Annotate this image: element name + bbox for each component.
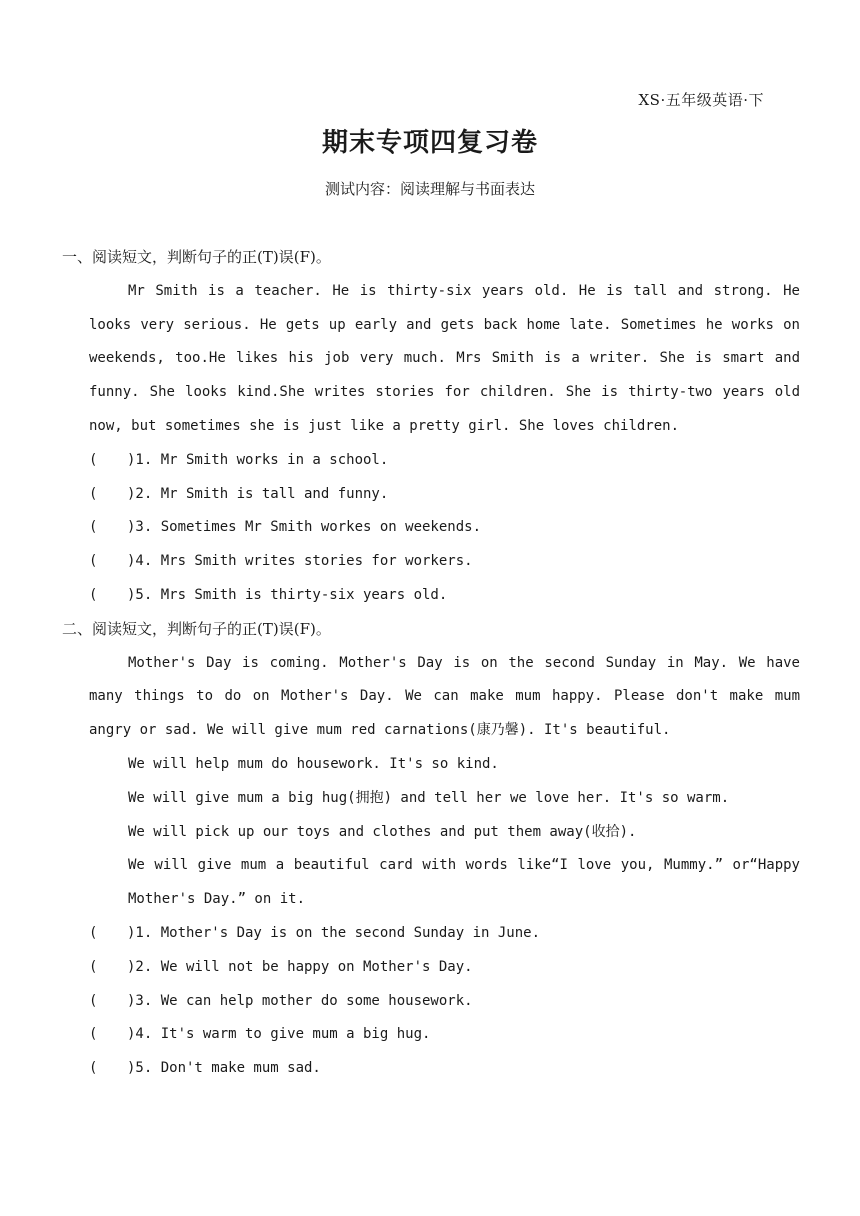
section-2-heading: 二、阅读短文，判断句子的正(T)误(F)。	[62, 619, 331, 638]
answer-bracket: (	[89, 1060, 98, 1077]
passage-line: We will give mum a beautiful card with words like“I love you, Mummy.” or“Happy Mother's Day.” on it.	[128, 857, 800, 908]
question-text: )5. Don't make mum sad.	[127, 1060, 321, 1077]
section-2-passage: Mother's Day is coming. Mother's Day is on the second Sunday in May. We have many things to do on Mother's Day. We can make mum happy. Please don't make mum angry or sad. We will give mum red carnations(康乃馨). It's beautiful.	[89, 654, 800, 739]
answer-bracket: (	[89, 992, 98, 1009]
answer-bracket: (	[89, 1026, 98, 1043]
answer-bracket: (	[89, 485, 98, 502]
grade-tag: XS·五年级英语·下	[638, 91, 764, 109]
question-item	[89, 511, 800, 545]
question-item	[89, 917, 800, 951]
question-item	[89, 444, 800, 478]
question-text: )1. Mr Smith works in a school.	[127, 451, 389, 468]
passage-line: We will help mum do housework. It's so kind.	[128, 755, 499, 772]
answer-bracket: (	[89, 553, 98, 570]
answer-bracket: (	[89, 586, 98, 603]
answer-bracket: (	[89, 924, 98, 941]
question-item	[89, 1052, 800, 1086]
answer-bracket: (	[89, 519, 98, 536]
exam-content	[62, 241, 800, 1086]
question-text: )2. We will not be happy on Mother's Day.	[127, 958, 473, 975]
page-title: 期末专项四复习卷	[321, 128, 538, 158]
question-text: )1. Mother's Day is on the second Sunday in June.	[127, 924, 541, 941]
passage-line: We will give mum a big hug(拥抱) and tell her we love her. It's so warm.	[128, 789, 730, 806]
question-item	[89, 951, 800, 985]
question-text: )4. Mrs Smith writes stories for workers.	[127, 553, 473, 570]
passage-line: We will pick up our toys and clothes and put them away(收拾).	[128, 823, 637, 840]
question-item	[89, 985, 800, 1019]
question-text: )4. It's warm to give mum a big hug.	[127, 1026, 431, 1043]
answer-bracket: (	[89, 958, 98, 975]
question-item	[89, 1018, 800, 1052]
question-item	[89, 478, 800, 512]
page-subtitle: 测试内容：阅读理解与书面表达	[324, 180, 535, 198]
question-text: )5. Mrs Smith is thirty-six years old.	[127, 586, 448, 603]
question-text: )2. Mr Smith is tall and funny.	[127, 485, 389, 502]
question-text: )3. We can help mother do some housework.	[127, 992, 473, 1009]
section-1-passage: Mr Smith is a teacher. He is thirty-six years old. He is tall and strong. He looks very serious. He gets up early and gets back home late. Sometimes he works on weekends, too.He likes his job very much. Mrs Smith is a writer. She is smart and funny. She looks kind.She writes stories for children. She is thirty-two years old now, but sometimes she is just like a pretty girl. She loves children.	[89, 282, 800, 434]
question-text: )3. Sometimes Mr Smith workes on weekends.	[127, 519, 482, 536]
answer-bracket: (	[89, 451, 98, 468]
question-item	[89, 579, 800, 613]
section-1-heading: 一、阅读短文，判断句子的正(T)误(F)。	[62, 248, 331, 266]
question-item	[89, 545, 800, 579]
